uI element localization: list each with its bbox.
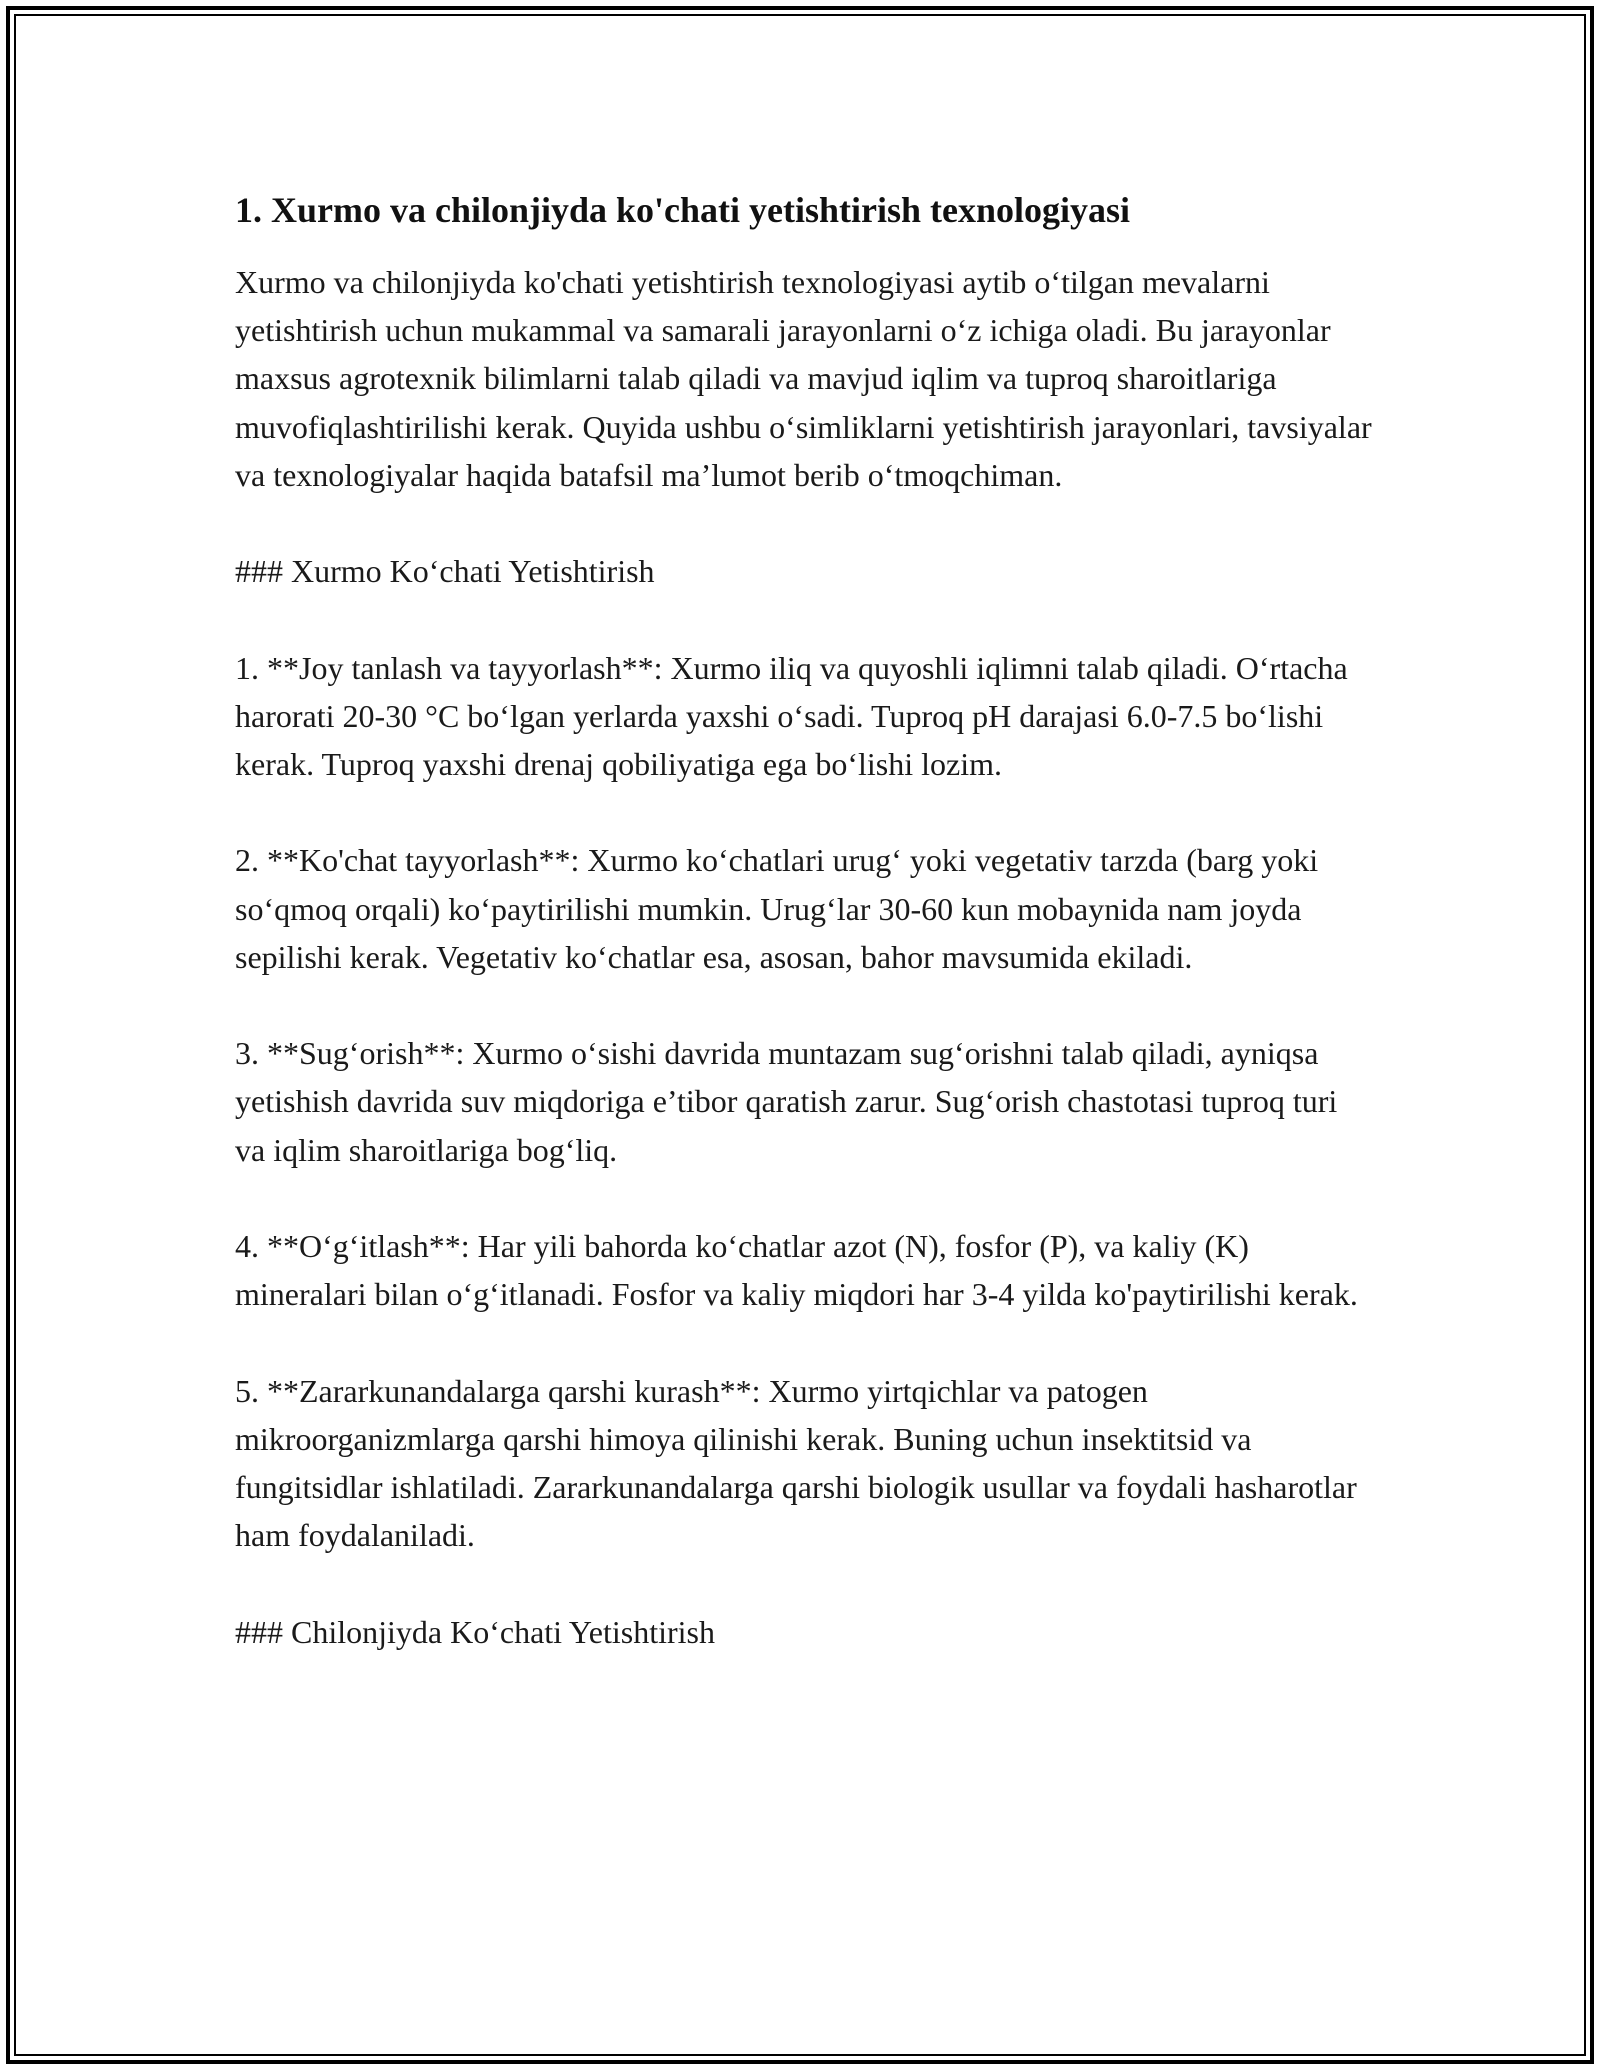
section-heading-xurmo: ### Xurmo Ko‘chati Yetishtirish — [235, 553, 655, 590]
list-item-kochat-tayyorlash: 2. **Ko'chat tayyorlash**: Xurmo ko‘chatlari urug‘ yoki vegetativ tarzda (barg yoki so‘qmoq orqali) ko‘paytirilishi mumkin. Urug‘lar 30-60 kun mobaynida nam joyda sepilishi kerak. Vegetativ ko‘chatlar esa, asosan, bahor mavsumida ekiladi. — [235, 842, 1319, 975]
intro-paragraph: Xurmo va chilonjiyda ko'chati yetishtirish texnologiyasi aytib o‘tilgan mevalarni yetishtirish uchun mukammal va samarali jarayonlarni o‘z ichiga oladi. Bu jarayonlar maxsus agrotexnik bilimlarni talab qiladi va mavjud iqlim va tuproq sharoitlariga muvofiqlashtirilishi kerak. Quyida ushbu o‘simliklarni yetishtirish jarayonlari, tavsiyalar va texnologiyalar haqida batafsil ma’lumot berib o‘tmoqchiman. — [235, 264, 1372, 493]
list-item-joy-tanlash: 1. **Joy tanlash va tayyorlash**: Xurmo iliq va quyoshli iqlimni talab qiladi. O‘rtacha harorati 20-30 °C bo‘lgan yerlarda yaxshi o‘sadi. Tuproq pH darajasi 6.0-7.5 bo‘lishi kerak. Tuproq yaxshi drenaj qobiliyatiga ega bo‘lishi lozim. — [235, 649, 1348, 782]
list-item-ogitlash: 4. **O‘g‘itlash**: Har yili bahorda ko‘chatlar azot (N), fosfor (P), va kaliy (K) mineralari bilan o‘g‘itlanadi. Fosfor va kaliy miqdori har 3-4 yilda ko'paytirilishi kerak. — [235, 1227, 1358, 1313]
list-item-sugorish: 3. **Sug‘orish**: Xurmo o‘sishi davrida muntazam sug‘orishni talab qiladi, ayniqsa yetishish davrida suv miqdoriga e’tibor qaratish zarur. Sug‘orish chastotasi tuproq turi va iqlim sharoitlariga bog‘liq. — [235, 1035, 1338, 1168]
section-heading-chilonjiyda: ### Chilonjiyda Ko‘chati Yetishtirish — [235, 1613, 715, 1650]
document-body — [235, 188, 1375, 1704]
list-item-zararkunandalar: 5. **Zararkunandalarga qarshi kurash**: Xurmo yirtqichlar va patogen mikroorganizmlarga qarshi himoya qilinishi kerak. Buning uchun insektitsid va fungitsidlar ishlatiladi. Zararkunandalarga qarshi biologik usullar va foydali hasharotlar ham foydalaniladi. — [235, 1372, 1357, 1554]
document-title: 1. Xurmo va chilonjiyda ko'chati yetishtirish texnologiyasi — [235, 190, 1131, 230]
